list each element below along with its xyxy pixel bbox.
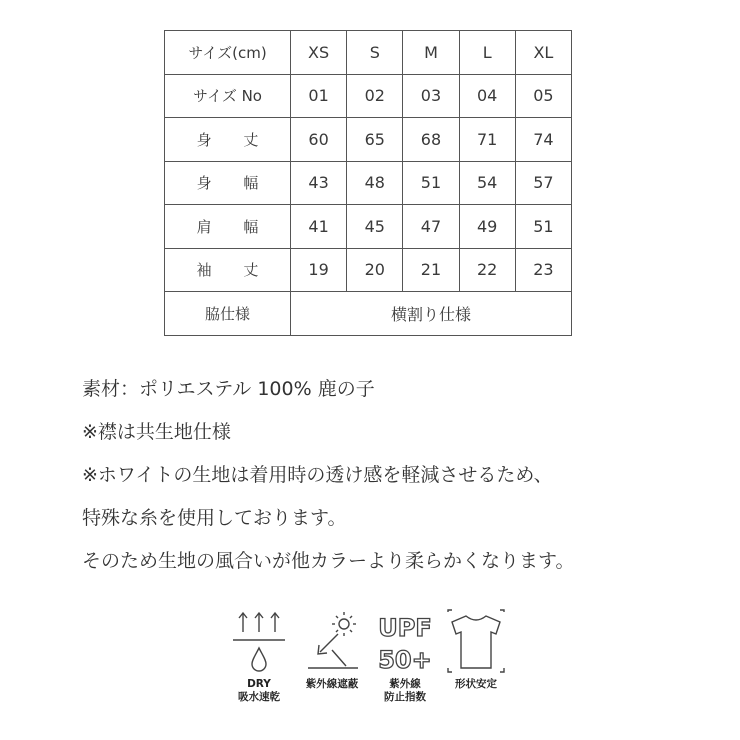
table-header-row: [165, 31, 572, 75]
table-row: [165, 74, 572, 118]
row-label: 肩 幅: [165, 205, 291, 249]
table-cell: 49: [459, 205, 515, 249]
table-cell: 41: [291, 205, 347, 249]
shape-stable-icon: [446, 608, 506, 678]
size-table: [164, 30, 572, 336]
row-label: 脇仕様: [165, 292, 291, 336]
feature-dry: [224, 608, 294, 704]
table-header-cell: L: [459, 31, 515, 75]
side-spec-value: 横割り仕様: [291, 292, 572, 336]
table-cell: 23: [515, 248, 571, 292]
table-cell: 71: [459, 118, 515, 162]
upf-icon: [373, 608, 437, 678]
row-label: 袖 丈: [165, 248, 291, 292]
table-cell: 05: [515, 74, 571, 118]
feature-upf: [370, 608, 440, 704]
table-row-side-spec: [165, 292, 572, 336]
table-cell: 19: [291, 248, 347, 292]
upf-label-1: 紫外線: [389, 678, 421, 690]
dry-label-1: DRY: [247, 678, 271, 690]
white-fabric-note-cont: 特殊な糸を使用しております。: [82, 507, 347, 529]
table-cell: 22: [459, 248, 515, 292]
table-header-cell: サイズ(cm): [165, 31, 291, 75]
feature-icons: [224, 608, 524, 718]
table-cell: 54: [459, 161, 515, 205]
feature-uv-cut: [294, 608, 370, 691]
table-cell: 43: [291, 161, 347, 205]
table-header-cell: S: [347, 31, 403, 75]
uv-cut-icon: [302, 608, 362, 678]
table-cell: 51: [403, 161, 459, 205]
table-cell: 45: [347, 205, 403, 249]
table-cell: 21: [403, 248, 459, 292]
table-header-cell: M: [403, 31, 459, 75]
table-cell: 01: [291, 74, 347, 118]
row-label: 身 丈: [165, 118, 291, 162]
table-cell: 65: [347, 118, 403, 162]
dry-label-2: 吸水速乾: [238, 691, 280, 703]
white-fabric-note: ※ホワイトの生地は着用時の透け感を軽減させるため、: [82, 464, 553, 486]
table-cell: 60: [291, 118, 347, 162]
upf-badge-line-1: UPF: [378, 614, 432, 642]
table-header-cell: XS: [291, 31, 347, 75]
table-row: [165, 161, 572, 205]
collar-note: ※襟は共生地仕様: [82, 421, 231, 443]
table-cell: 51: [515, 205, 571, 249]
upf-badge-line-2: 50+: [378, 646, 432, 674]
table-row: [165, 205, 572, 249]
table-row: [165, 248, 572, 292]
table-cell: 02: [347, 74, 403, 118]
table-header-cell: XL: [515, 31, 571, 75]
uv-cut-label: 紫外線遮蔽: [305, 678, 359, 690]
row-label: 身 幅: [165, 161, 291, 205]
table-cell: 04: [459, 74, 515, 118]
table-cell: 47: [403, 205, 459, 249]
texture-note: そのため生地の風合いが他カラーより柔らかくなります。: [82, 550, 575, 572]
notes-block: [82, 368, 722, 583]
table-row: [165, 118, 572, 162]
table-cell: 68: [403, 118, 459, 162]
feature-shape-stable: [440, 608, 512, 691]
upf-label-2: 防止指数: [384, 691, 426, 703]
dry-icon: [229, 608, 289, 678]
table-cell: 74: [515, 118, 571, 162]
shape-stable-label: 形状安定: [455, 678, 497, 690]
table-cell: 20: [347, 248, 403, 292]
table-cell: 48: [347, 161, 403, 205]
row-label: サイズ No: [165, 74, 291, 118]
table-cell: 03: [403, 74, 459, 118]
table-cell: 57: [515, 161, 571, 205]
material-note: 素材：ポリエステル 100% 鹿の子: [82, 378, 375, 400]
